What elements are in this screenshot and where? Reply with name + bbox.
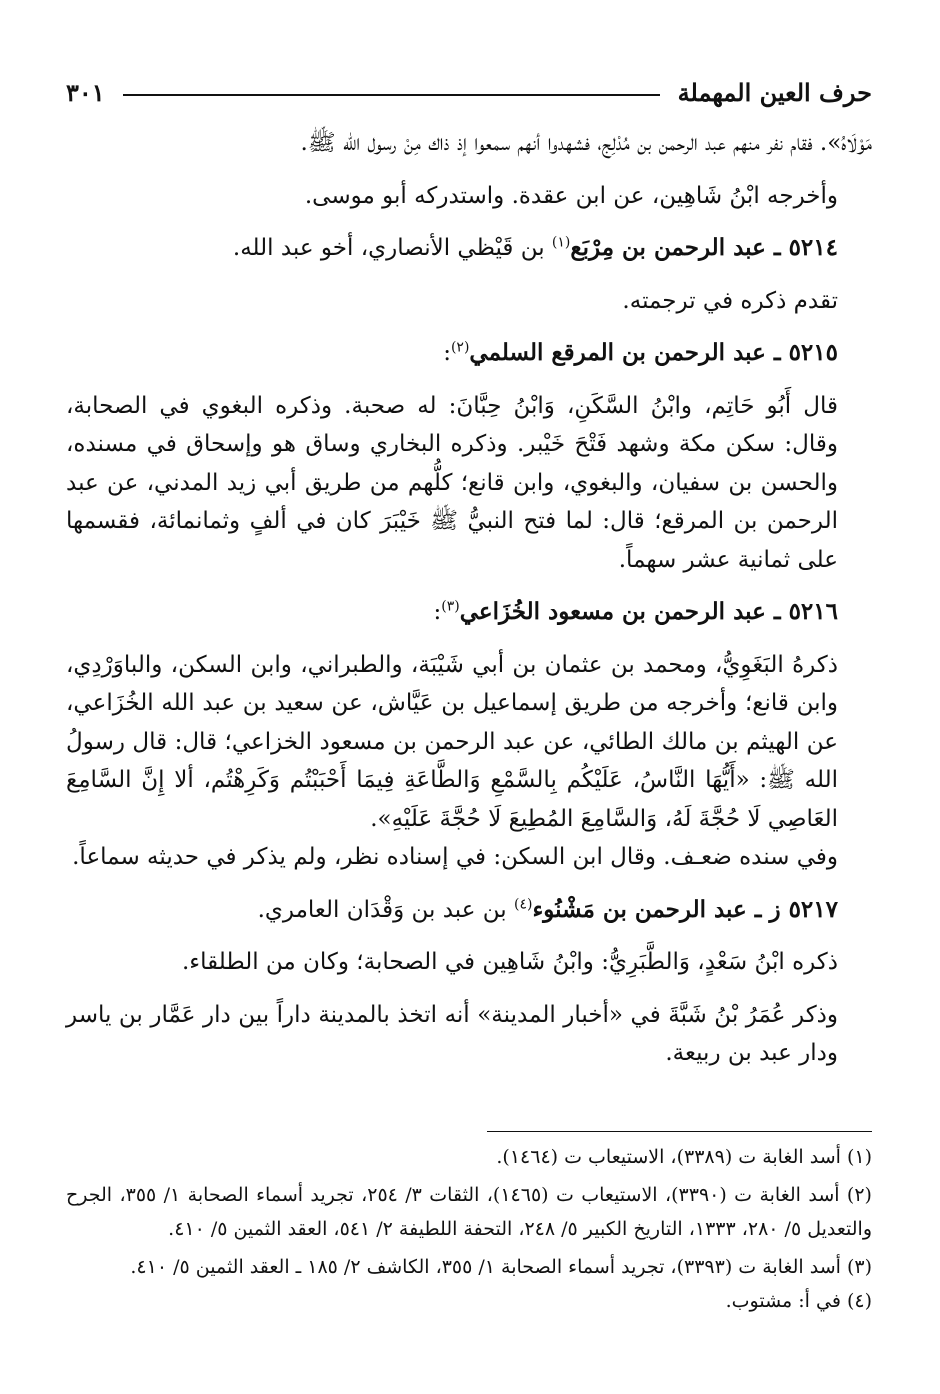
entry-5217-rest: بن عبد بن وَقْدَان العامري. xyxy=(257,896,514,923)
paragraph-ibn-shahin: وأخرجه ابْنُ شَاهِين، عن ابن عقدة. واستدركه أبو موسى. xyxy=(304,182,838,209)
entry-5216-text: ذكرهُ البَغَوِيُّ، ومحمد بن عثمان بن أبي شَيْبَة، والطبراني، وابن السكن، والباوَرْدِي، وابن قانع؛ وأخرجه من طريق إسماعيل بن عَيَّاش، عن سعيد بن عبد الله الخُزَاعي، عن الهيثم بن مالك الطائي، عن عبد الرحمن بن مسعود الخزاعي؛ قال: قال رسولُ الله ﷺ: «أَيُّهَا النَّاسُ، عَلَيْكُم بِالسَّمْعِ وَالطَّاعَةِ فِيمَا أَحْبَبْتُم وَكَرِهْتُم، ألا إِنَّ السَّامِعَ العَاصِي لَا حُجَّةَ لَهُ، وَالسَّامِعَ المُطِيعَ لَا حُجَّةَ عَلَيْهِ». xyxy=(66,651,838,832)
footnote-3: (٣) أسد الغابة ت (٣٣٩٣)، تجريد أسماء الصحابة ١/ ٣٥٥، الكاشف ٢/ ١٨٥ ـ العقد الثمين ٥/ ٤١٠. xyxy=(130,1255,872,1278)
page-body xyxy=(66,124,872,1073)
entry-5217-note: وذكر عُمَرُ بْنُ شَبَّةَ في «أخبار المدينة» أنه اتخذ بالمدينة داراً بين دار عَمَّار بن ياسر ودار عبد بن ربيعة. xyxy=(66,1001,838,1066)
entry-5216-heading xyxy=(66,593,872,632)
book-page xyxy=(66,70,872,1318)
entry-5215-title: ٥٢١٥ ـ عبد الرحمن بن المرقع السلمي xyxy=(469,339,838,366)
footnote-ref-4: (٤) xyxy=(513,895,533,912)
running-title: حرف العين المهملة xyxy=(677,77,872,107)
entry-5214-text: تقدم ذكره في ترجمته. xyxy=(622,287,838,314)
page-number: ٣٠١ xyxy=(66,77,105,107)
footnote-4: (٤) في أ: مشتوب. xyxy=(725,1289,872,1312)
entry-5216-title: ٥٢١٦ ـ عبد الرحمن بن مسعود الخُزَاعي xyxy=(459,598,838,625)
entry-5217-heading xyxy=(66,891,872,930)
footnote-ref-1: (١) xyxy=(551,234,571,251)
entry-5214-title: ٥٢١٤ ـ عبد الرحمن بن مِرْبَع xyxy=(570,234,838,261)
paragraph-continuation: مَوْلَاهُ». فقام نفر منهم عبد الرحمن بن مُدْلِج، فشهدوا أنهم سمعوا إذ ذاك مِنْ رسول الله ﷺ. xyxy=(300,130,872,156)
entry-5215-heading xyxy=(66,334,872,373)
footnote-ref-3: (٣) xyxy=(441,598,460,615)
entry-5214-rest: بن قَيْظي الأنصاري، أخو عبد الله. xyxy=(232,235,552,261)
footnote-ref-2: (٢) xyxy=(450,339,470,356)
entry-5215-rest: : xyxy=(443,340,451,366)
entry-5216-note: وفي سنده ضعـف. وقال ابن السكن: في إسناده نظر، ولم يذكر في حديثه سماعاً. xyxy=(72,844,838,870)
entry-5214-heading xyxy=(66,229,872,268)
footnote-2: (٢) أسد الغابة ت (٣٣٩٠)، الاستيعاب ت (١٤٦٥)، الثقات ٣/ ٢٥٤، تجريد أسماء الصحابة ١/ ٣٥٥، الجرح والتعديل ٥/ ٢٨٠، ١٣٣٣، التاريخ الكبير ٥/ ٢٤٨، التحفة اللطيفة ٢/ ٥٤١، العقد الثمين ٥/ ٤١٠. xyxy=(66,1183,872,1240)
page-header xyxy=(66,70,872,114)
header-rule xyxy=(123,94,660,96)
footnote-1: (١) أسد الغابة ت (٣٣٨٩)، الاستيعاب ت (١٤٦٤). xyxy=(496,1145,872,1168)
entry-5217-text: ذكره ابْنُ سَعْدٍ، وَالطَّبَرِيُّ: وابْنُ شَاهِين في الصحابة؛ وكان من الطلقاء. xyxy=(181,949,838,975)
footnote-separator xyxy=(487,1131,872,1132)
entry-5217-title: ٥٢١٧ ز ـ عبد الرحمن بن مَشْنُوء xyxy=(532,895,838,923)
entry-5215-text: قال أَبُو حَاتِم، وابْنُ السَّكَنِ، وَابْنُ حِبَّانَ: له صحبة. وذكره البغوي في الصحابة، وقال: سكن مكة وشهد فَتْحَ خَيْبر. وذكره البخاري وساق هو وإسحاق في مسنده، والحسن بن سفيان، والبغوي، وابن قانع؛ كلُّهم من طريق أبي زيد المدني، عن عبد الرحمن بن المرقع؛ قال: لما فتح النبيُّ ﷺ خَيْبَرَ كان في ألفٍ وثمانمائة، فقسمها على ثمانية عشر سهماً. xyxy=(66,392,838,573)
entry-5216-rest: : xyxy=(433,599,442,625)
footnotes xyxy=(66,1140,872,1318)
